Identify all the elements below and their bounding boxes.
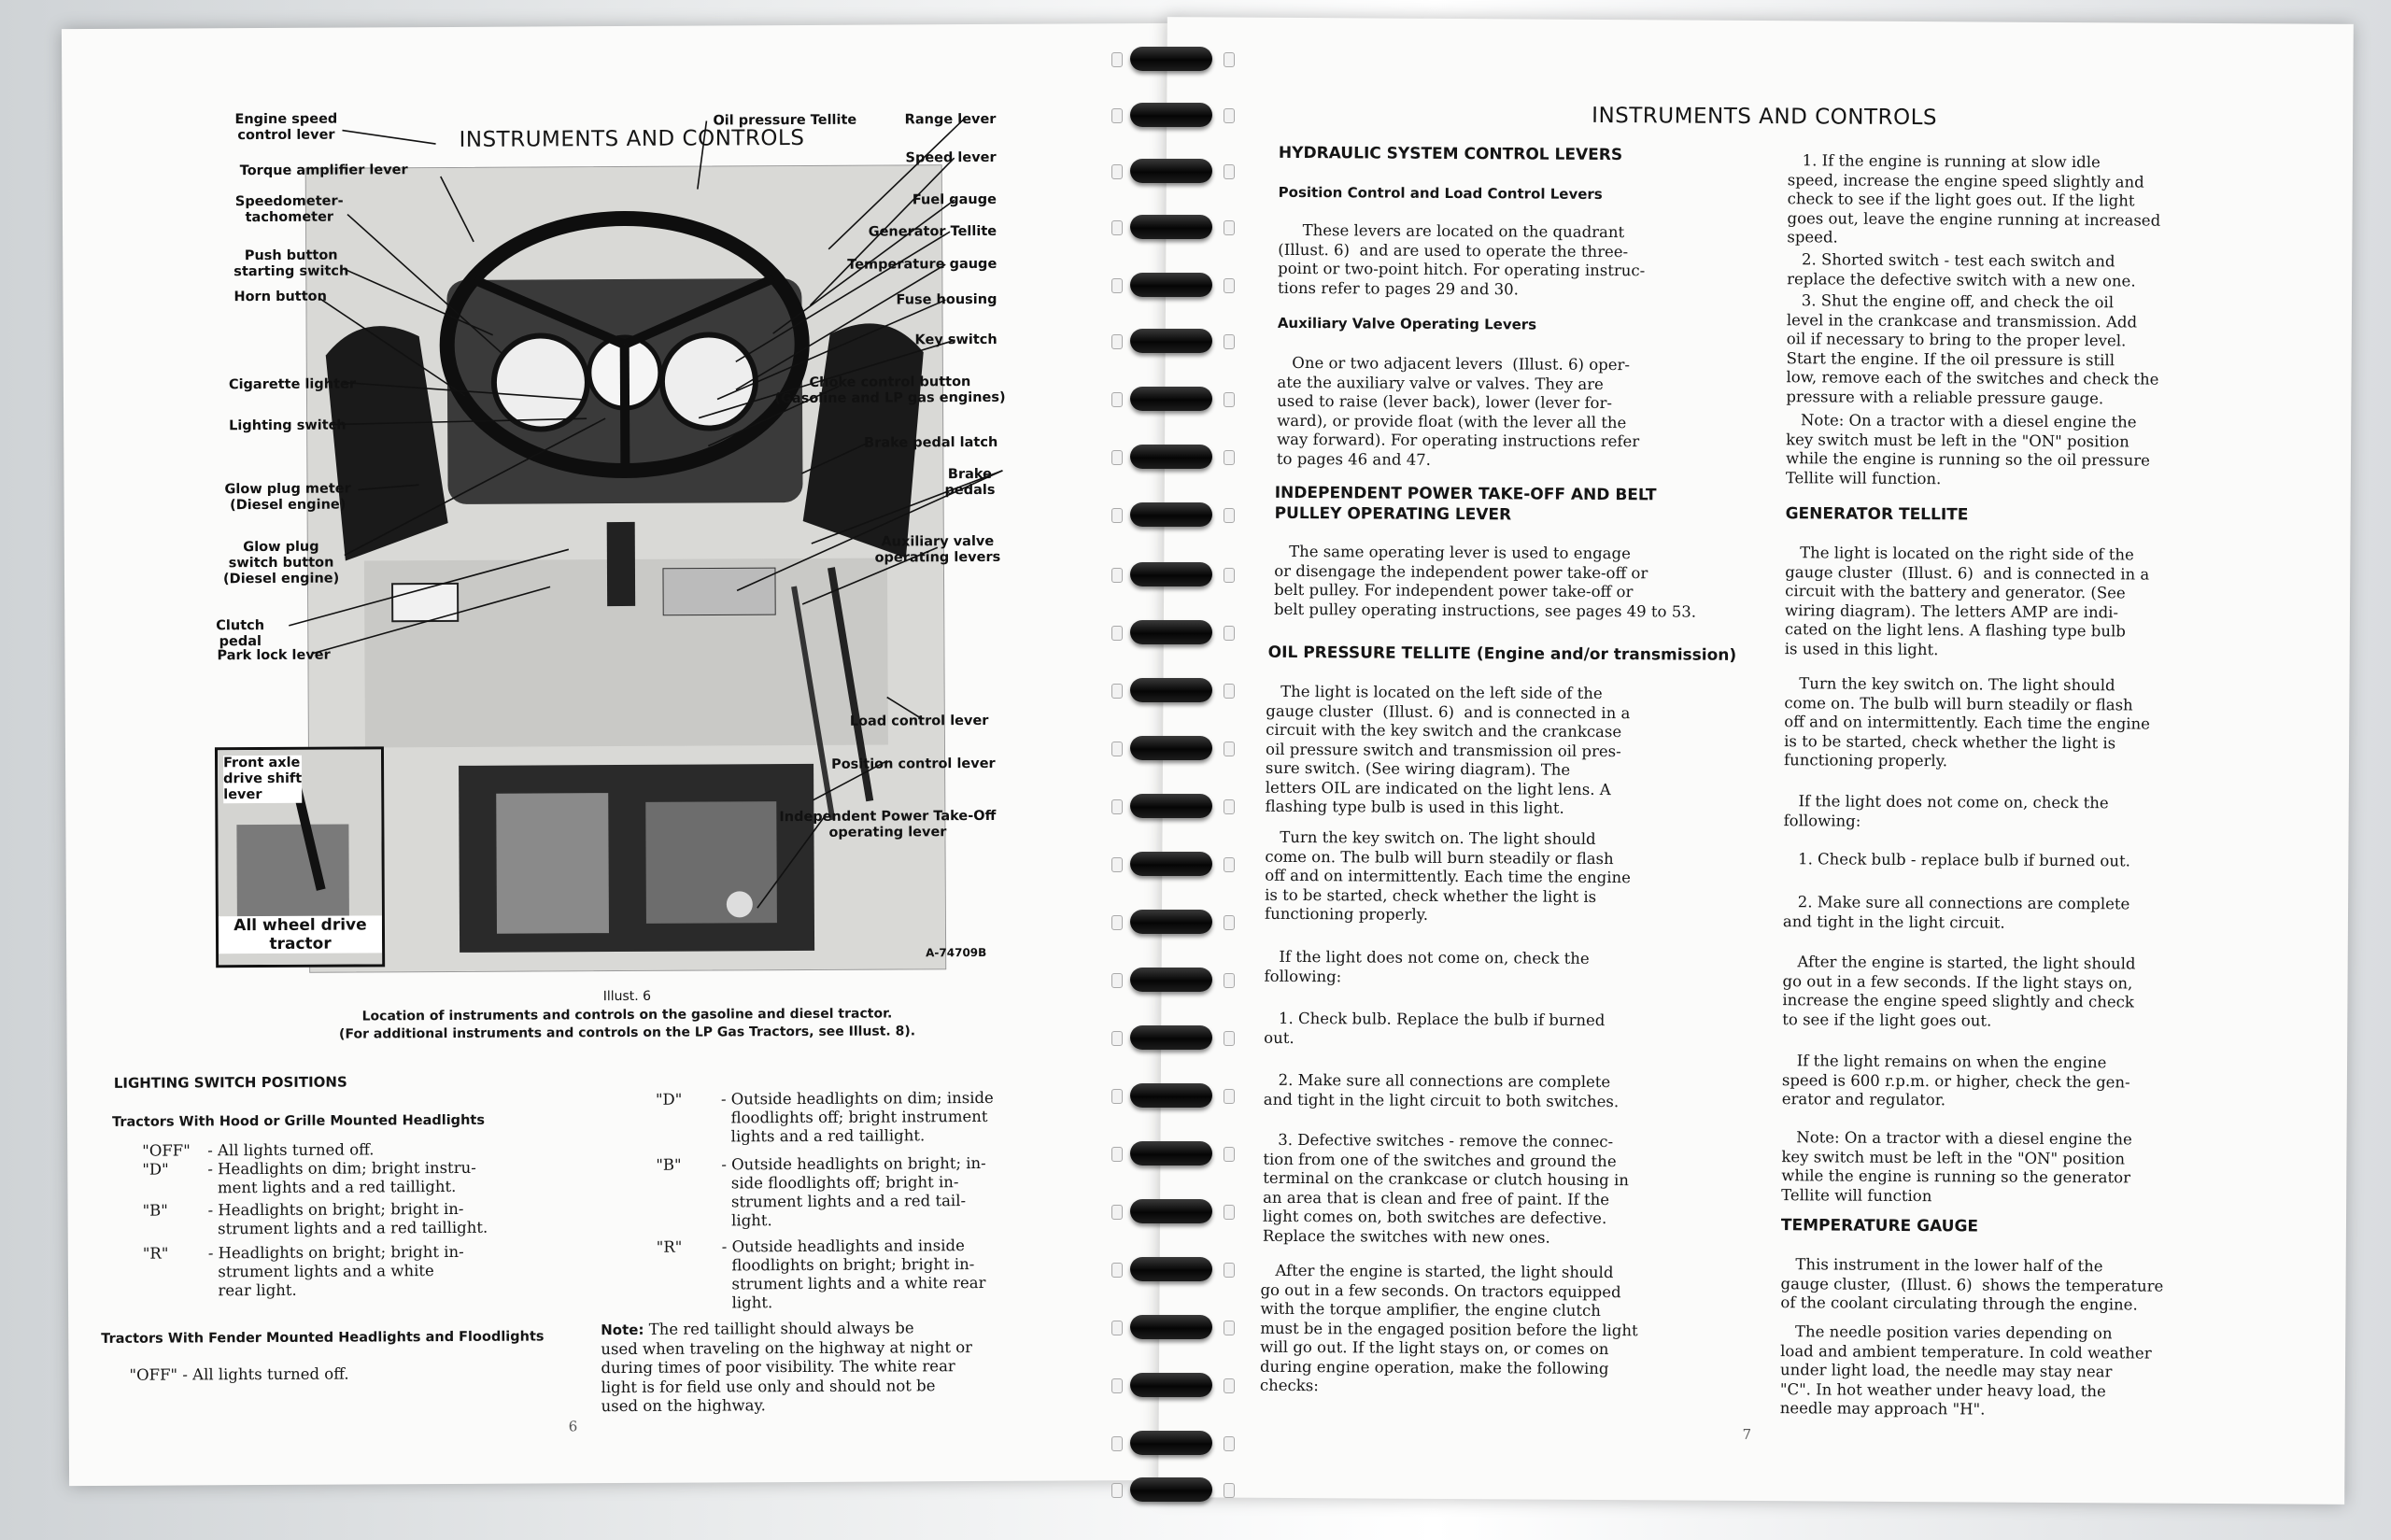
fender-position-r: "R" - Outside headlights and inside floodlights on bright; bright in- strument lights and a white rear light.	[656, 1236, 986, 1312]
coil	[1111, 620, 1224, 648]
coil	[1111, 1025, 1224, 1053]
coil	[1111, 1083, 1224, 1111]
engine-speed-label: Engine speed control lever	[234, 111, 338, 144]
coil	[1111, 1431, 1224, 1459]
illust-caption-line2: (For additional instruments and controls on the LP Gas Tractors, see Illust. 8).	[338, 1024, 916, 1042]
coil	[1111, 387, 1224, 415]
position-off: "OFF" - All lights turned off.	[142, 1140, 375, 1160]
fender-off: "OFF" - All lights turned off.	[129, 1364, 349, 1384]
front-axle-label: Front axle drive shift lever	[223, 755, 303, 803]
coil	[1111, 215, 1224, 243]
coil	[1111, 159, 1224, 187]
hood-heading: Tractors With Hood or Grille Mounted Headlights	[112, 1112, 485, 1130]
coil	[1111, 794, 1224, 822]
fuel-gauge-label: Fuel gauge	[912, 191, 997, 208]
lighting-switch-label: Lighting switch	[229, 417, 347, 434]
temperature-text: This instrument in the lower half of the gauge cluster, (Illust. 6) shows the temperature of the coolant circulating through the engine.	[1780, 1255, 2164, 1314]
coil	[1111, 1257, 1224, 1285]
cigarette-lighter-label: Cigarette lighter	[228, 376, 357, 393]
coil	[1111, 1373, 1224, 1401]
coil	[1111, 1315, 1224, 1343]
ipto-heading: INDEPENDENT POWER TAKE-OFF AND BELT PULLEY OPERATING LEVER	[1274, 483, 1657, 525]
push-button-label: Push button starting switch	[233, 247, 349, 280]
oil-pressure-text-3: If the light does not come on, check the following:	[1264, 947, 1590, 985]
generator-tellite-label: Generator Tellite	[868, 223, 997, 240]
coil	[1111, 910, 1224, 938]
generator-text-remains: If the light remains on when the engine speed is 600 r.p.m. or higher, check the gen- erator and regulator.	[1781, 1052, 2130, 1109]
coil	[1111, 47, 1224, 75]
temperature-gauge-label: Temperature gauge	[847, 256, 997, 273]
generator-text: The light is located on the right side of the gauge cluster (Illust. 6) and is connected in a circuit with the battery and generator. (See wiring diagram). The letters AMP are indi- cated on the light lens. A flashing type bulb is used in this light.	[1784, 544, 2150, 658]
ipto-text: The same operating lever is used to engage or disengage the independent power take-off or belt pulley. For independent power take-off or belt pulley operating instructions, see pages 49 to 53.	[1273, 542, 1697, 621]
range-lever-label: Range lever	[904, 111, 997, 128]
illustration-ref: A-74709B	[926, 945, 987, 960]
position-control-text: These levers are located on the quadrant (Illust. 6) and are used to operate the three- point or two-point hitch. For operating instruc- tions refer to pages 29 and 30.	[1278, 220, 1646, 298]
auxiliary-valve-heading: Auxiliary Valve Operating Levers	[1277, 314, 1537, 333]
ipto-lever-label: Independent Power Take-Off operating lever	[779, 808, 997, 841]
brake-pedals-label: Brake pedals	[944, 466, 996, 499]
torque-amplifier-label: Torque amplifier lever	[239, 162, 408, 179]
coil	[1111, 273, 1224, 301]
generator-text-3: If the light does not come on, check the following:	[1783, 792, 2109, 830]
fender-position-d: "D" - Outside headlights on dim; inside floodlights off; bright instrument lights and a red taillight.	[655, 1088, 994, 1146]
auxiliary-valve-text: One or two adjacent levers (Illust. 6) oper- ate the auxiliary valve or valves. They are used to raise (lever back), lower (lever for- ward), or provide float (with the lever all the way forward). For operating instructions refer to pages 46 and 47.	[1276, 353, 1640, 469]
spiral-binding	[1102, 28, 1233, 1513]
lighting-heading: LIGHTING SWITCH POSITIONS	[113, 1073, 347, 1092]
position-r: "R" - Headlights on bright; bright in- strument lights and a white rear light.	[142, 1242, 464, 1300]
load-control-label: Load control lever	[849, 713, 989, 729]
oil-check-step-3: 3. Shut the engine off, and check the oil level in the crankcase and transmission. Add oil if necessary to bring to the proper level. Start the engine. If the oil pressure is still low, remove each of the switches and check the pressure with a reliable pressure gauge.	[1786, 291, 2159, 407]
oil-pressure-text-2: Turn the key switch on. The light should come on. The bulb will burn steadily or flash off and on intermittently. Each time the engine is to be started, check whether the light is functioning properly.	[1264, 827, 1632, 924]
all-wheel-drive-label: All wheel drive tractor	[219, 915, 382, 954]
fender-heading: Tractors With Fender Mounted Headlights and Floodlights	[101, 1329, 545, 1347]
horn-button-label: Horn button	[233, 289, 327, 305]
oil-pressure-text-after: After the engine is started, the light should go out in a few seconds. On tractors equipped with the torque amplifier, the engine clutch must be in the engaged position before the light will go out. If the light stays on, or comes on during engine operation, make the following checks:	[1259, 1261, 1638, 1395]
temperature-text-2: The needle position varies depending on load and ambient temperature. In cold weather under light load, the needle may stay near "C". In hot weather under heavy load, the needle may approach "H".	[1779, 1322, 2152, 1419]
oil-pressure-label: Oil pressure Tellite	[713, 112, 857, 129]
coil	[1111, 329, 1224, 357]
generator-text-2: Turn the key switch on. The light should come on. The bulb will burn steadily or flash off and on intermittently. Each time the engine is to be started, check whether the light is functioning properly.	[1783, 674, 2151, 770]
speedometer-label: Speedometer- tachometer	[234, 193, 344, 226]
right-page	[1158, 17, 2354, 1505]
position-control-heading: Position Control and Load Control Levers	[1278, 183, 1603, 203]
key-switch-label: Key switch	[914, 332, 997, 348]
coil	[1111, 736, 1224, 764]
generator-check-2: 2. Make sure all connections are complete and tight in the light circuit.	[1782, 893, 2130, 932]
page-number-7: 7	[1742, 1425, 1752, 1443]
illust-caption-line1: Location of instruments and controls on the gasoline and diesel tractor.	[361, 1006, 893, 1024]
coil	[1111, 103, 1224, 131]
position-control-label: Position control lever	[831, 756, 996, 772]
generator-heading: GENERATOR TELLITE	[1785, 504, 1969, 525]
coil	[1111, 1141, 1224, 1169]
coil	[1111, 562, 1224, 590]
glow-plug-meter-label: Glow plug meter (Diesel engine)	[224, 481, 351, 514]
note-text: The red taillight should always be used when traveling on the highway at night or during times of poor visibility. The white rear light is for field use only and should not be used on the highway.	[601, 1319, 973, 1416]
coil	[1111, 502, 1224, 530]
temperature-heading: TEMPERATURE GAUGE	[1780, 1216, 1979, 1236]
right-page-header: INSTRUMENTS AND CONTROLS	[1592, 103, 1938, 131]
oil-pressure-check-3: 3. Defective switches - remove the connec- tion from one of the switches and ground the terminal on the crankcase or clutch housing in an area that is clean and free of paint. If the light comes on, both switches are defective. Replace the switches with new ones.	[1262, 1130, 1629, 1247]
coil	[1111, 1199, 1224, 1227]
glow-plug-switch-label: Glow plug switch button (Diesel engine)	[222, 539, 340, 587]
auxiliary-valve-label: Auxiliary valve operating levers	[874, 533, 1001, 566]
coil	[1111, 678, 1224, 706]
hydraulic-heading: HYDRAULIC SYSTEM CONTROL LEVERS	[1278, 143, 1623, 165]
position-d: "D" - Headlights on dim; bright instru- ment lights and a red taillight.	[142, 1158, 476, 1197]
generator-text-after: After the engine is started, the light should go out in a few seconds. If the light stays on, increase the engine speed slightly and check to see if the light goes out.	[1782, 953, 2136, 1030]
oil-check-step-2: 2. Shorted switch - test each switch and replace the defective switch with a new one.	[1787, 250, 2136, 290]
generator-diesel-note: Note: On a tractor with a diesel engine the key switch must be left in the "ON" position while the engine is running so the generator Tellite will function	[1781, 1128, 2132, 1205]
oil-pressure-heading: OIL PRESSURE TELLITE (Engine and/or transmission)	[1267, 643, 1737, 665]
speed-lever-label: Speed lever	[905, 149, 997, 166]
note-label: Note:	[601, 1321, 644, 1339]
brake-pedal-latch-label: Brake pedal latch	[864, 434, 998, 451]
oil-pressure-check-2: 2. Make sure all connections are complete and tight in the light circuit to both switches.	[1263, 1070, 1620, 1110]
clutch-pedal-label: Clutch pedal	[216, 618, 265, 650]
coil	[1111, 445, 1224, 473]
park-lock-label: Park lock lever	[217, 647, 331, 664]
lighting-note	[601, 1318, 1125, 1416]
left-page-header: INSTRUMENTS AND CONTROLS	[459, 125, 805, 152]
oil-diesel-note: Note: On a tractor with a diesel engine the key switch must be left in the "ON" position while the engine is running so the oil pressure Tellite will function.	[1785, 411, 2151, 487]
coil	[1111, 1477, 1224, 1505]
page-number-6: 6	[568, 1418, 578, 1435]
coil	[1111, 852, 1224, 880]
position-b: "B" - Headlights on bright; bright in- strument lights and a red taillight.	[142, 1199, 488, 1238]
illust-caption-title: Illust. 6	[602, 988, 652, 1005]
coil	[1111, 968, 1224, 996]
oil-pressure-check-1: 1. Check bulb. Replace the bulb if burned out.	[1264, 1009, 1606, 1047]
choke-control-label: Choke control button (Gasoline and LP gas engines)	[774, 374, 1006, 407]
fuse-housing-label: Fuse housing	[896, 291, 997, 308]
generator-check-1: 1. Check bulb - replace bulb if burned out.	[1783, 850, 2130, 870]
fender-position-b: "B" - Outside headlights on bright; in- side floodlights off; bright in- strument lights and a red tail- light.	[656, 1153, 986, 1230]
left-page	[62, 23, 1185, 1486]
oil-check-step-1: 1. If the engine is running at slow idle speed, increase the engine speed slightly and check to see if the light goes out. If the light goes out, leave the engine running at increased speed.	[1787, 151, 2161, 247]
oil-pressure-text: The light is located on the left side of the gauge cluster (Illust. 6) and is connected in a circuit with the key switch and the crankcase oil pressure switch and transmission oil pres- sure switch. (See wiring diagram). The letters OIL are indicated on the light lens. A flashing type bulb is used in this light.	[1265, 682, 1631, 817]
